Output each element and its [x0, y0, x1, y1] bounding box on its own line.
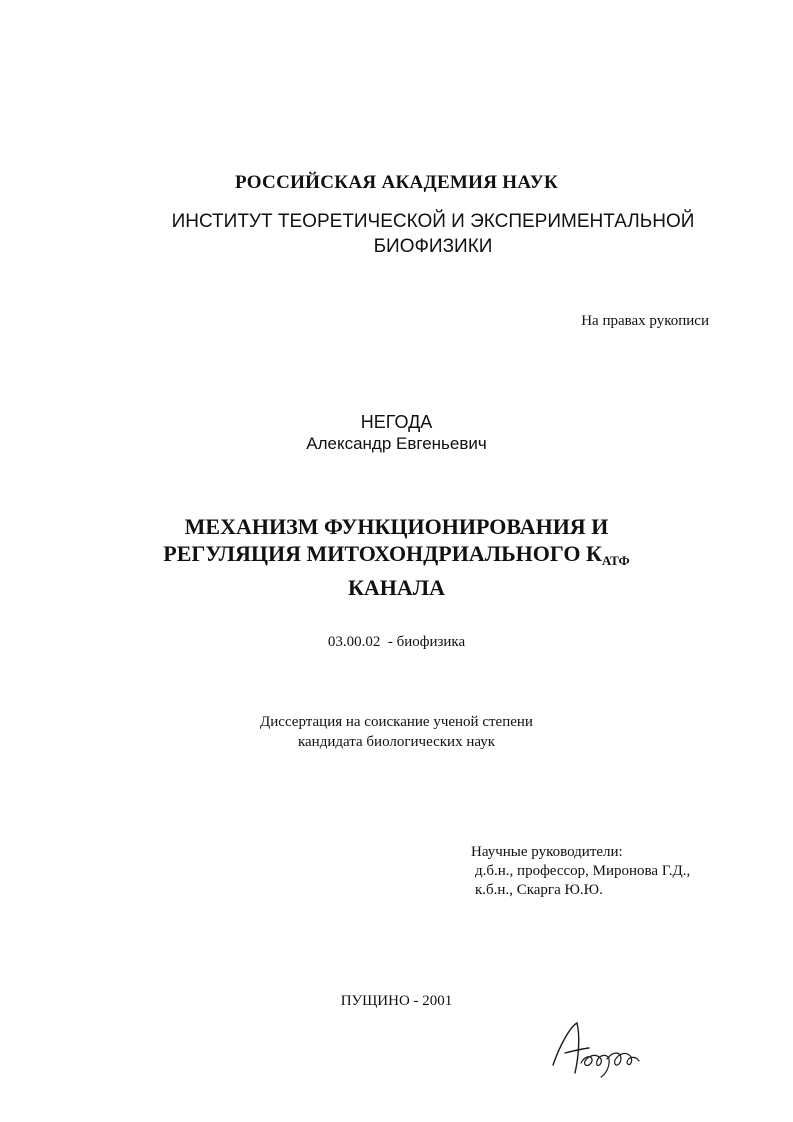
handwritten-signature [535, 1015, 645, 1085]
dissertation-line-2: кандидата биологических наук [297, 734, 496, 750]
specialty-code: 03.00.02 - биофизика [327, 634, 466, 650]
author-given-names: Александр Евгеньевич [306, 434, 487, 453]
title-line-3: КАНАЛА [347, 575, 446, 600]
dissertation-degree [0, 712, 793, 752]
institute-line-2: БИОФИЗИКИ [373, 236, 493, 257]
supervisor-1: д.б.н., профессор, Миронова Г.Д., [475, 863, 691, 879]
supervisors-heading: Научные руководители: [471, 844, 623, 860]
dissertation-line-1: Диссертация на соискание ученой степени [260, 714, 533, 730]
dissertation-title [0, 513, 793, 601]
supervisor-2: к.б.н., Скарга Ю.Ю. [475, 882, 603, 898]
academy-name: РОССИЙСКАЯ АКАДЕМИЯ НАУК [234, 172, 559, 193]
institute-line-1: ИНСТИТУТ ТЕОРЕТИЧЕСКОЙ И ЭКСПЕРИМЕНТАЛЬНОЙ [171, 211, 695, 232]
title-line-2-main: РЕГУЛЯЦИЯ МИТОХОНДРИАЛЬНОГО К [163, 541, 602, 566]
city-year: ПУЩИНО - 2001 [340, 993, 453, 1009]
institute-name [150, 209, 716, 259]
rights-note: На правах рукописи [581, 313, 709, 329]
title-line-2 [0, 540, 793, 574]
author-surname: НЕГОДА [360, 412, 433, 432]
title-subscript: АТФ [601, 553, 630, 568]
supervisors-block [471, 843, 690, 900]
title-line-1: МЕХАНИЗМ ФУНКЦИОНИРОВАНИЯ И [184, 514, 609, 539]
